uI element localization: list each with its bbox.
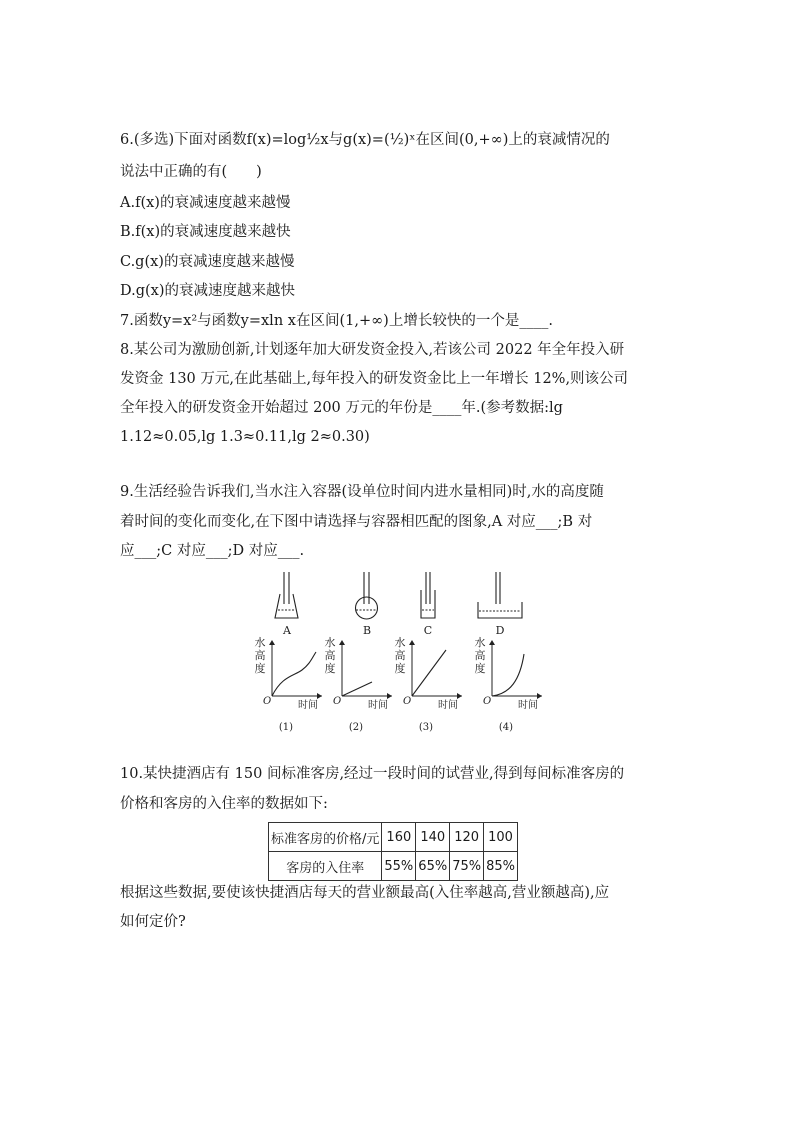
q6-option-b: B.f(x)的衰减速度越来越快: [120, 224, 291, 240]
q8-line2: 发资金 130 万元,在此基础上,每年投入的研发资金比上一年增长 12%,则该公司: [120, 371, 629, 387]
q6-option-c: C.g(x)的衰减速度越来越慢: [120, 254, 295, 270]
graph-number-label: (4): [498, 722, 514, 733]
table-cell: 75%: [450, 852, 484, 881]
height-curve: [272, 652, 316, 696]
container-label-b: B: [362, 624, 372, 637]
y-axis-label-char: 水: [474, 636, 486, 649]
x-axis-arrow: [387, 693, 392, 699]
water-height-graph: [325, 635, 393, 733]
y-axis-label-char: 水: [394, 636, 406, 649]
y-axis-label-char: 度: [474, 662, 486, 675]
q8-line4: 1.12≈0.05,lg 1.3≈0.11,lg 2≈0.30): [120, 429, 370, 445]
q6-line1: 6.(多选)下面对函数f(x)=log½x与g(x)=(½)ˣ在区间(0,+∞)上的衰减情况的: [120, 132, 610, 148]
q7-text: 7.函数y=x²与函数y=xln x在区间(1,+∞)上增长较快的一个是____.: [120, 313, 553, 329]
table-cell: 120: [450, 823, 484, 852]
y-axis-arrow: [269, 640, 275, 645]
x-axis-label: 时间: [368, 700, 388, 711]
table-cell: 140: [416, 823, 450, 852]
container-c-tube: [421, 572, 435, 618]
table-cell: 85%: [484, 852, 518, 881]
height-curve: [492, 654, 524, 696]
table-cell: 160: [382, 823, 416, 852]
table-cell: 65%: [416, 852, 450, 881]
container-label-a: A: [283, 624, 291, 637]
origin-label: O: [333, 696, 342, 707]
table-header-price: 标准客房的价格/元: [269, 823, 382, 852]
graph-number-label: (2): [348, 722, 364, 733]
container-label-c: C: [423, 624, 433, 637]
container-a-flask: [275, 572, 298, 618]
container-label-d: D: [495, 624, 505, 637]
y-axis-label-char: 高: [394, 649, 406, 662]
origin-label: O: [403, 696, 412, 707]
x-axis-label: 时间: [298, 700, 318, 711]
table-header-rate: 客房的入住率: [269, 852, 382, 881]
water-height-graph: [255, 635, 323, 733]
q9-figure: [230, 568, 570, 738]
origin-label: O: [263, 696, 272, 707]
q8-line3: 全年投入的研发资金开始超过 200 万元的年份是____年.(参考数据:lg: [120, 400, 563, 416]
container-b-sphere: [356, 572, 378, 619]
table-row: [269, 823, 518, 852]
x-axis-arrow: [537, 693, 542, 699]
y-axis-arrow: [339, 640, 345, 645]
water-height-graph: [475, 635, 543, 733]
x-axis-label: 时间: [438, 700, 458, 711]
y-axis-label-char: 高: [254, 649, 266, 662]
height-curve: [412, 650, 446, 696]
q10-line2: 价格和客房的入住率的数据如下:: [120, 796, 328, 812]
height-curve: [342, 682, 372, 696]
y-axis-label-char: 度: [394, 662, 406, 675]
q6-line2: 说法中正确的有( ): [120, 164, 262, 180]
x-axis-label: 时间: [518, 700, 538, 711]
y-axis-label-char: 度: [254, 662, 266, 675]
container-d-basin: [478, 572, 522, 618]
q9-line2: 着时间的变化而变化,在下图中请选择与容器相匹配的图象,A 对应___;B 对: [120, 514, 593, 530]
q10-after-line2: 如何定价?: [120, 914, 186, 930]
y-axis-arrow: [489, 640, 495, 645]
q9-line1: 9.生活经验告诉我们,当水注入容器(设单位时间内进水量相同)时,水的高度随: [120, 484, 604, 500]
x-axis-arrow: [317, 693, 322, 699]
q6-option-a: A.f(x)的衰减速度越来越慢: [120, 195, 291, 211]
table-cell: 100: [484, 823, 518, 852]
table-row: [269, 852, 518, 881]
y-axis-label-char: 高: [324, 649, 336, 662]
q10-line1: 10.某快捷酒店有 150 间标准客房,经过一段时间的试营业,得到每间标准客房的: [120, 766, 625, 782]
x-axis-arrow: [457, 693, 462, 699]
y-axis-label-char: 高: [474, 649, 486, 662]
graph-number-label: (3): [418, 722, 434, 733]
y-axis-label-char: 度: [324, 662, 336, 675]
graph-number-label: (1): [278, 722, 294, 733]
price-occupancy-table: [268, 822, 518, 881]
q10-after-line1: 根据这些数据,要使该快捷酒店每天的营业额最高(入住率越高,营业额越高),应: [120, 885, 610, 901]
origin-label: O: [483, 696, 492, 707]
q9-line3: 应___;C 对应___;D 对应___.: [120, 543, 305, 559]
y-axis-label-char: 水: [254, 636, 266, 649]
table-cell: 55%: [382, 852, 416, 881]
q6-option-d: D.g(x)的衰减速度越来越快: [120, 283, 295, 299]
q8-line1: 8.某公司为激励创新,计划逐年加大研发资金投入,若该公司 2022 年全年投入研: [120, 342, 625, 358]
y-axis-label-char: 水: [324, 636, 336, 649]
water-height-graph: [395, 635, 463, 733]
y-axis-arrow: [409, 640, 415, 645]
